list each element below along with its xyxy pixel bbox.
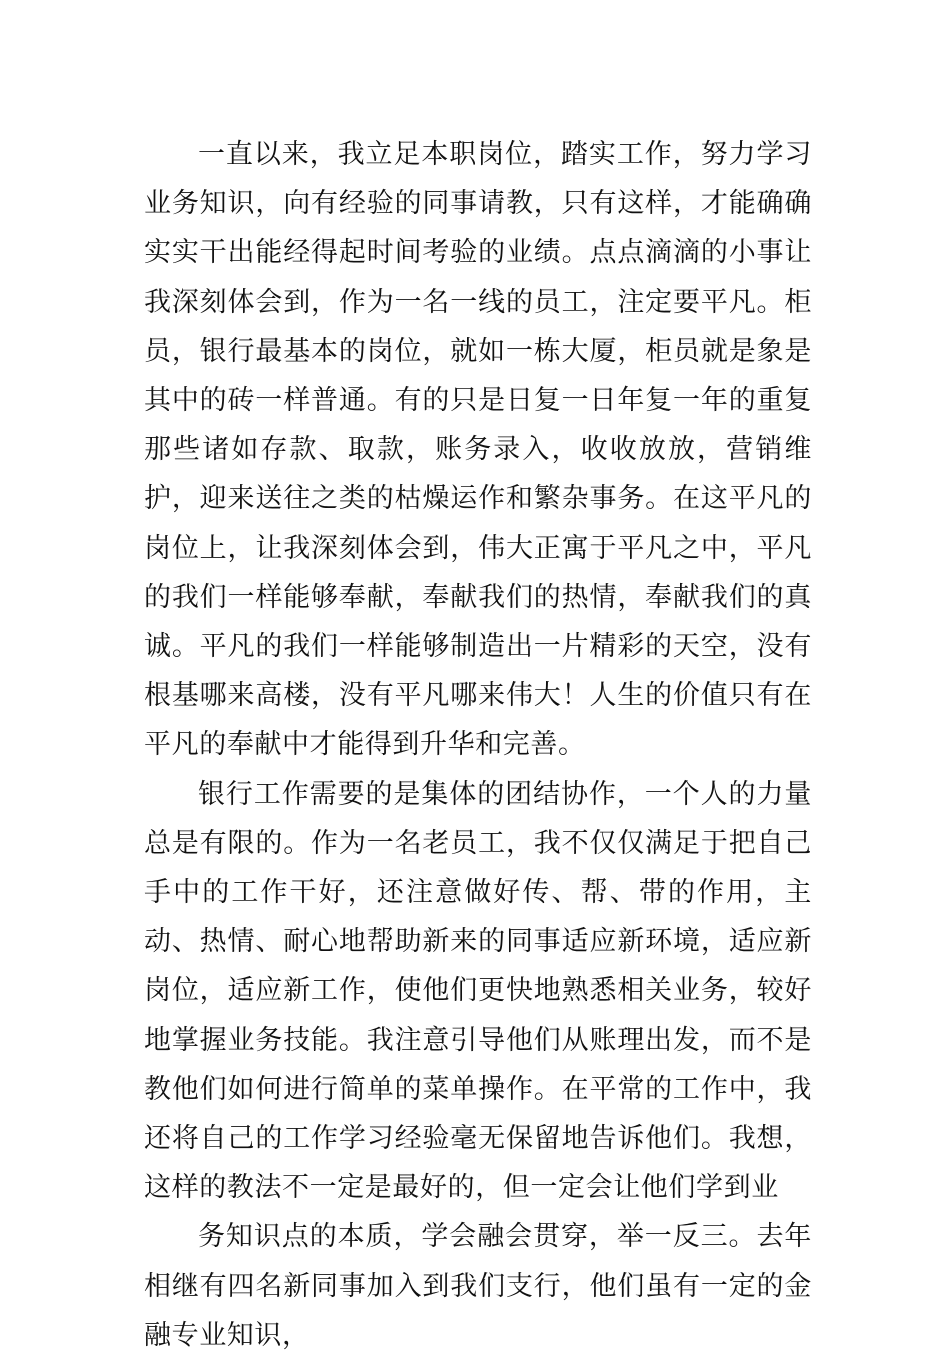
document-body — [144, 130, 812, 1360]
paragraph-3: 务知识点的本质，学会融会贯穿，举一反三。去年相继有四名新同事加入到我们支行，他们虽有一定的金融专业知识， — [144, 1221, 812, 1351]
paragraph-1: 一直以来，我立足本职岗位，踏实工作，努力学习业务知识，向有经验的同事请教，只有这样，才能确确实实干出能经得起时间考验的业绩。点点滴滴的小事让我深刻体会到，作为一名一线的员工，注定要平凡。柜员，银行最基本的岗位，就如一栋大厦，柜员就是象是其中的砖一样普通。有的只是日复一日年复一年的重复那些诸如存款、取款，账务录入，收收放放，营销维护，迎来送往之类的枯燥运作和繁杂事务。在这平凡的岗位上，让我深刻体会到，伟大正寓于平凡之中，平凡的我们一样能够奉献，奉献我们的热情，奉献我们的真诚。平凡的我们一样能够制造出一片精彩的天空，没有根基哪来高楼，没有平凡哪来伟大！人生的价值只有在平凡的奉献中才能得到升华和完善。 — [144, 139, 812, 761]
paragraph-2: 银行工作需要的是集体的团结协作，一个人的力量总是有限的。作为一名老员工，我不仅仅满足于把自己手中的工作干好，还注意做好传、帮、带的作用，主动、热情、耐心地帮助新来的同事适应新环境，适应新岗位，适应新工作，使他们更快地熟悉相关业务，较好地掌握业务技能。我注意引导他们从账理出发，而不是教他们如何进行简单的菜单操作。在平常的工作中，我还将自己的工作学习经验毫无保留地告诉他们。我想，这样的教法不一定是最好的，但一定会让他们学到业 — [144, 778, 812, 1204]
